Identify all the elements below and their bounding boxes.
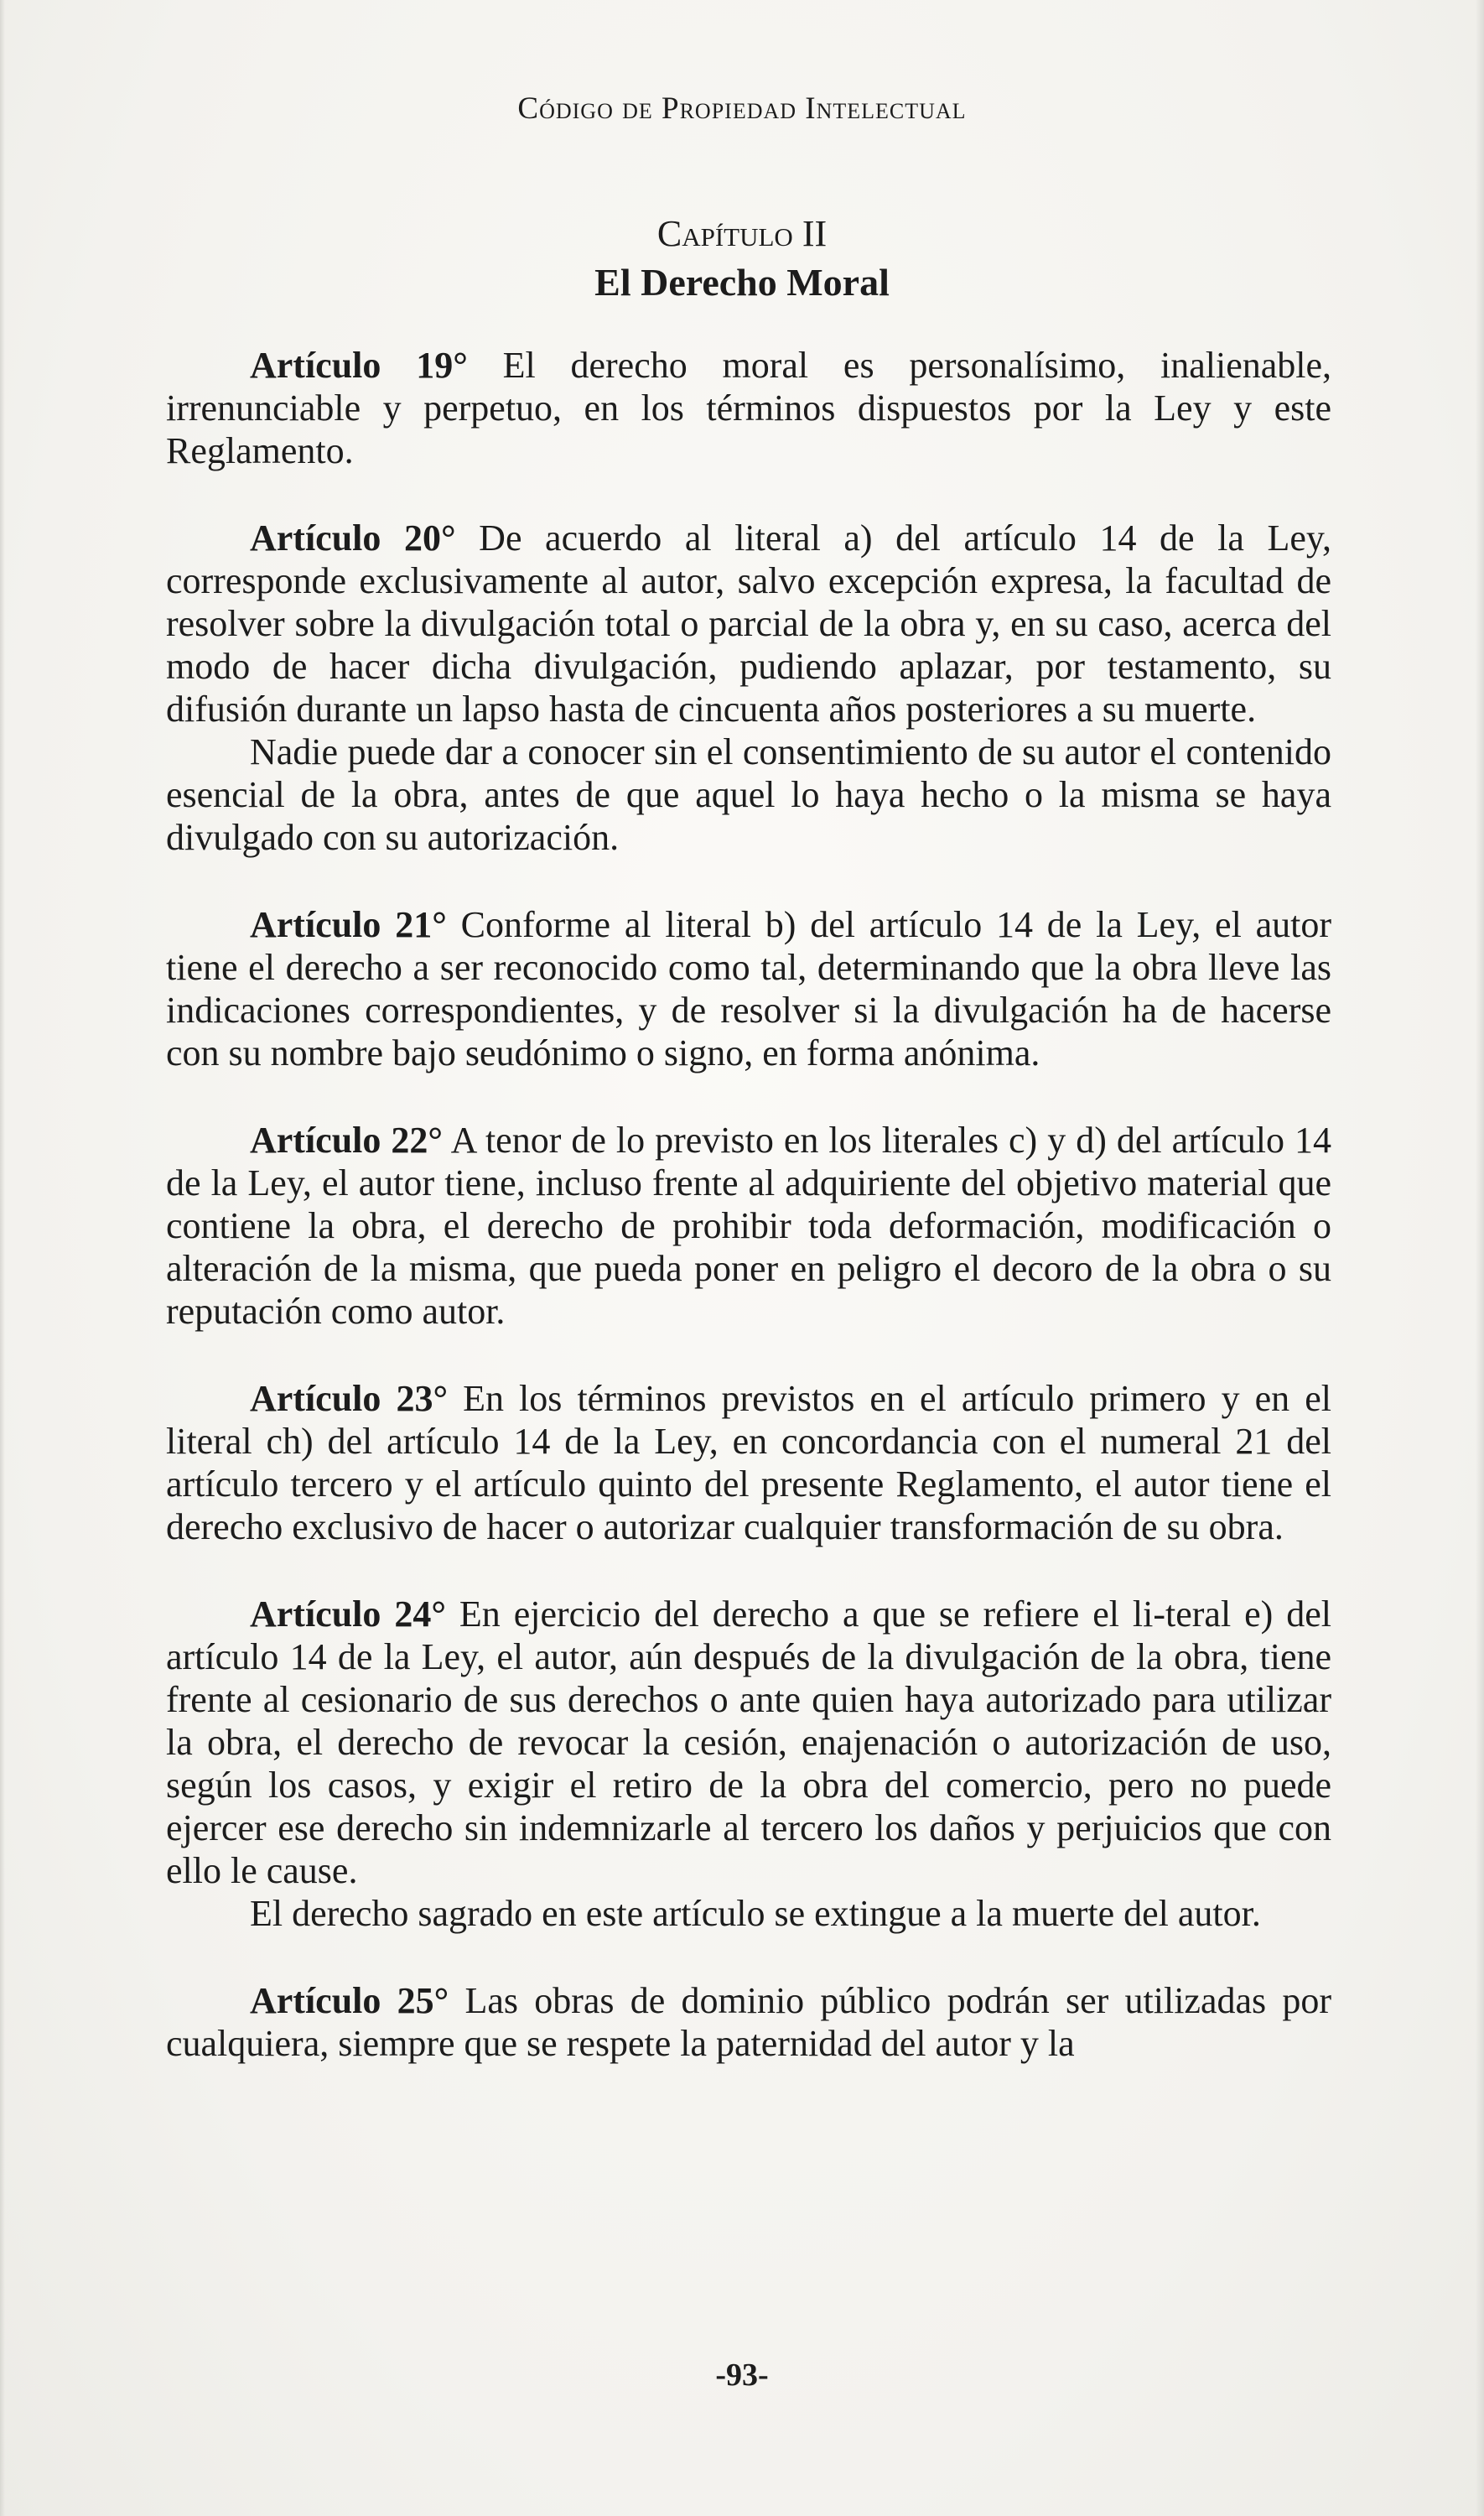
page-number: -93- [715, 2357, 769, 2393]
article-paragraph [166, 903, 1331, 1074]
chapter-title: El Derecho Moral [594, 261, 890, 304]
article-paragraph: El derecho sagrado en este artículo se extingue a la muerte del autor. [250, 1893, 1261, 1934]
article-label: Artículo 23° [250, 1378, 449, 1419]
article-text: A tenor de lo previsto en los literales c) y d) del artículo 14 de la Ley, el autor tiene, incluso frente al adquiriente del objetivo material que contiene la obra, el derecho de prohibir toda deformación, modificación o alteración de la misma, que pueda poner en peligro el decoro de la obra o su reputación como autor. [166, 1120, 1331, 1332]
article-21 [166, 903, 1331, 1074]
article-label: Artículo 20° [250, 517, 456, 559]
article-22 [166, 1119, 1331, 1333]
article-text: El derecho moral es personalísimo, inalienable, irrenunciable y perpetuo, en los términos dispuestos por la Ley y este Reglamento. [166, 345, 1332, 471]
article-paragraph [166, 1979, 1331, 2065]
body-text [166, 344, 1331, 2109]
article-paragraph [166, 1377, 1331, 1548]
article-label: Artículo 25° [250, 1980, 449, 2021]
article-25 [166, 1979, 1331, 2065]
article-text: De acuerdo al literal a) del artículo 14 de la Ley, corresponde exclusivamente al autor, salvo excepción expresa, la facultad de resolver sobre la divulgación total o parcial de la obra y, en su caso, acerca del modo de hacer dicha divulgación, pudiendo aplazar, por testamento, su difusión durante un lapso hasta de cincuenta años posteriores a su muerte. [166, 517, 1332, 730]
article-label: Artículo 22° [250, 1120, 444, 1161]
article-paragraph: Nadie puede dar a conocer sin el consentimiento de su autor el contenido esencial de la obra, antes de que aquel lo haya hecho o la misma se haya divulgado con su autorización. [166, 731, 1331, 858]
scan-edge-left [0, 0, 5, 2516]
article-label: Artículo 19° [250, 345, 468, 386]
article-20 [166, 517, 1331, 859]
article-text: Conforme al literal b) del artículo 14 de la Ley, el autor tiene el derecho a ser reconocido como tal, determinando que la obra lleve las indicaciones correspondientes, y de resolver si la divulgación ha de hacerse con su nombre bajo seudónimo o signo, en forma anónima. [166, 904, 1331, 1073]
article-24 [166, 1593, 1331, 1935]
running-header: Código de Propiedad Intelectual [517, 91, 967, 126]
chapter-heading [0, 210, 1484, 307]
article-text: Las obras de dominio público podrán ser utilizadas por cualquiera, siempre que se respete la paternidad del autor y la [166, 1980, 1332, 2064]
article-paragraph [166, 517, 1331, 730]
article-23 [166, 1377, 1331, 1548]
article-label: Artículo 24° [250, 1593, 446, 1635]
article-label: Artículo 21° [250, 904, 447, 945]
article-paragraph [166, 344, 1331, 472]
chapter-number: Capítulo II [656, 213, 828, 254]
article-19 [166, 344, 1331, 472]
article-text: En los términos previstos en el artículo primero y en el literal ch) del artículo 14 de la Ley, en concordancia con el numeral 21 del artículo tercero y el artículo quinto del presente Reglamento, el autor tiene el derecho exclusivo de hacer o autorizar cualquier transformación de su obra. [166, 1378, 1331, 1547]
article-paragraph [166, 1119, 1331, 1333]
scan-edge-right [1476, 0, 1484, 2516]
article-paragraph [166, 1593, 1331, 1892]
article-text: En ejercicio del derecho a que se refiere el li-teral e) del artículo 14 de la Ley, el autor, aún después de la divulgación de la obra, tiene frente al cesionario de sus derechos o ante quien haya autorizado para utilizar la obra, el derecho de revocar la cesión, enajenación o autorización de uso, según los casos, y exigir el retiro de la obra del comercio, pero no puede ejercer ese derecho sin indemnizarle al tercero los daños y perjuicios que con ello le cause. [166, 1593, 1332, 1891]
